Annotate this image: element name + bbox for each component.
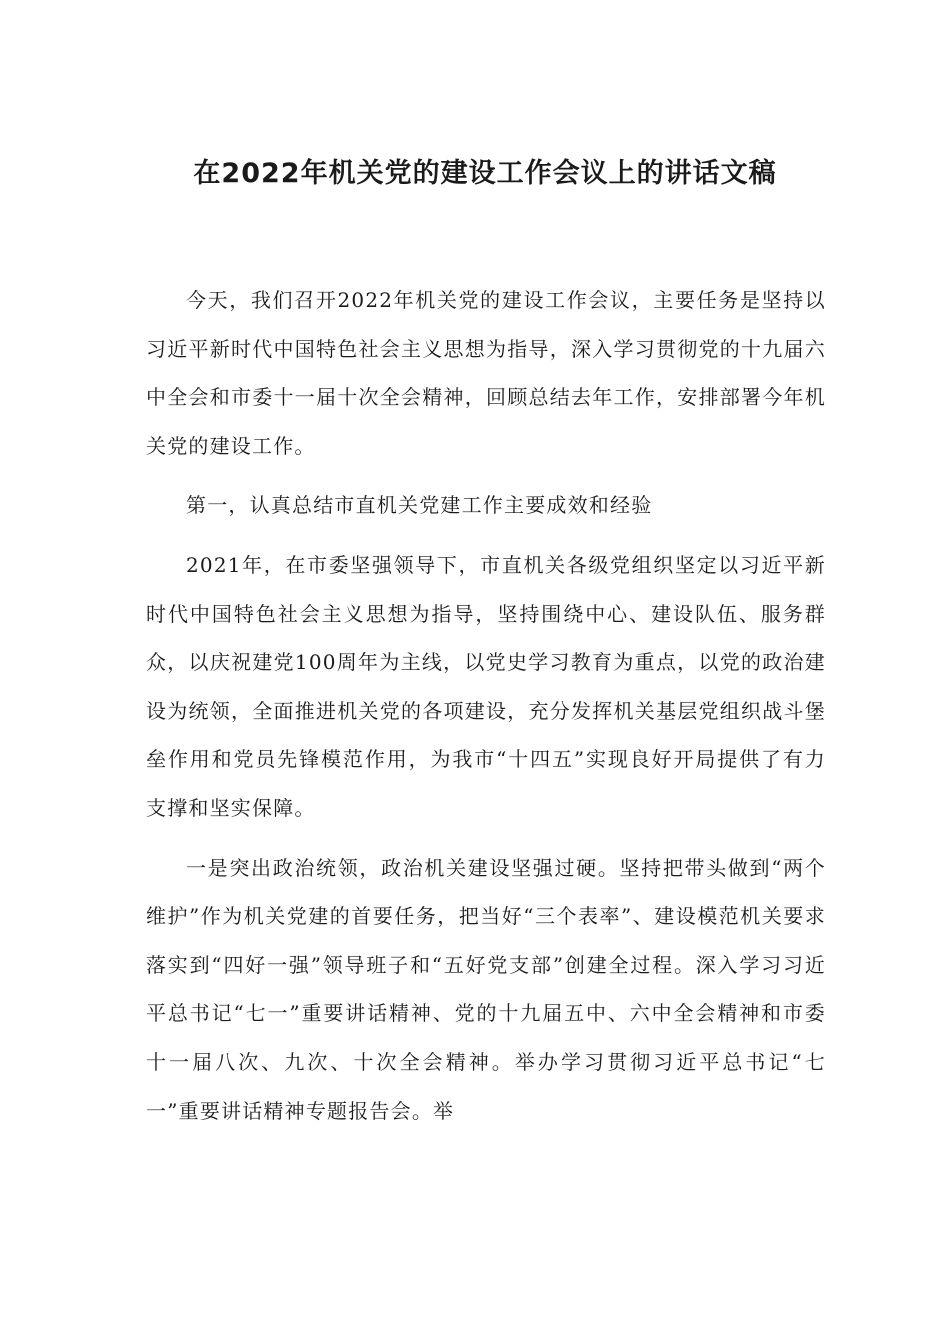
- paragraph-intro: 今天，我们召开2022年机关党的建设工作会议，主要任务是坚持以习近平新时代中国特色社会主义思想为指导，深入学习贯彻党的十九届六中全会和市委十一届十次全会精神，回顾总结去年工作，安排部署今年机关党的建设工作。: [146, 288, 826, 458]
- document-title: 在2022年机关党的建设工作会议上的讲话文稿: [193, 158, 777, 189]
- paragraph-political-leadership: 一是突出政治统领，政治机关建设坚强过硬。坚持把带头做到“两个维护”作为机关党建的首要任务，把当好“三个表率”、建设模范机关要求落实到“四好一强”领导班子和“五好党支部”创建全过程。深入学习习近平总书记“七一”重要讲话精神、党的十九届五中、六中全会精神和市委十一届八次、九次、十次全会精神。举办学习贯彻习近平总书记“七一”重要讲话精神专题报告会。举: [146, 855, 826, 1123]
- paragraph-2021-summary: 2021年，在市委坚强领导下，市直机关各级党组织坚定以习近平新时代中国特色社会主义思想为指导，坚持围绕中心、建设队伍、服务群众，以庆祝建党100周年为主线，以党史学习教育为重点，以党的政治建设为统领，全面推进机关党的各项建设，充分发挥机关基层党组织战斗堡垒作用和党员先锋模范作用，为我市“十四五”实现良好开局提供了有力支撑和坚实保障。: [146, 552, 826, 820]
- document-body: [146, 276, 826, 1146]
- paragraph-section-heading: 第一，认真总结市直机关党建工作主要成效和经验: [186, 493, 653, 518]
